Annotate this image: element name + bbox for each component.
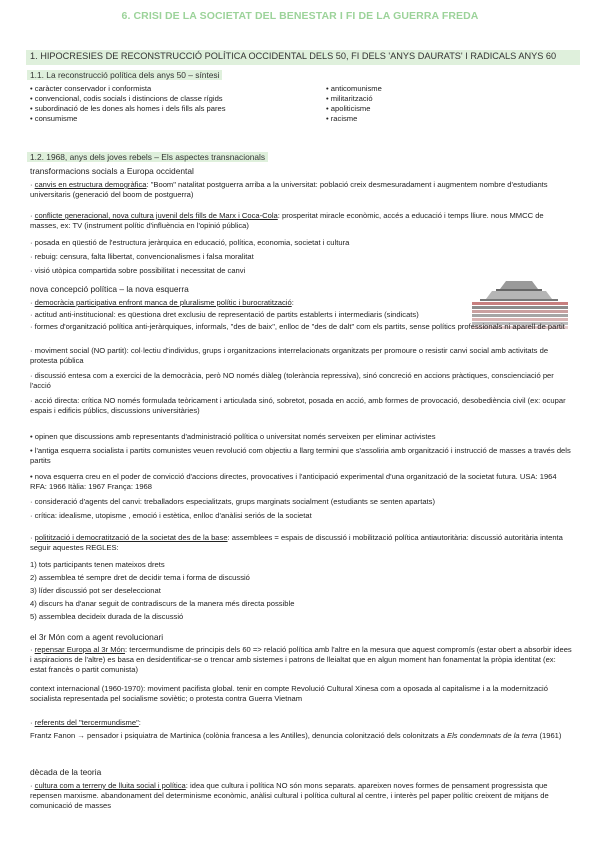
rule-item: 5) assemblea decideix durada de la discussió — [30, 612, 184, 621]
synthesis-right-item: • militarització — [326, 94, 373, 103]
underlined-term: politització i democratització de la societat des de la base — [34, 533, 228, 542]
paragraph: · repensar Europa al 3r Món: tercermundisme de principis dels 60 => relació política amb l'altre en la mesura que aquest compromís (estar obert a absorbir idees i aspiracions de l'altre) es basa en desidentificar-se o trencar amb sistemes i patrons de lleialtat que en algun moment han fonamentat la pròpia identitat (ex: estat francès o partit comunista) — [30, 645, 572, 674]
list-item: · visió utòpica compartida sobre possibilitat i necessitat de canvi — [30, 266, 246, 275]
underlined-term: conflicte generacional, nova cultura juvenil dels fills de Marx i Coca-Cola — [34, 211, 278, 220]
list-item: · consideració d'agents del canvi: treballadors especialitzats, grups marginats socialment (estudiants se senten apartats) — [30, 497, 435, 506]
underlined-term: democràcia participativa enfront manca de pluralisme polític i burocratització — [34, 298, 292, 307]
subsection-1-1-heading: 1.1. La reconstrucció política dels anys 50 – síntesi — [27, 70, 222, 80]
block-heading: el 3r Món com a agent revolucionari — [30, 632, 164, 642]
paragraph: Frantz Fanon → pensador i psiquiatra de Martinica (colònia francesa a les Antilles), denuncia colonització dels colonitzats a Els condemnats de la terra (1961) — [30, 731, 562, 740]
rule-item: 1) tots participants tenen mateixos drets — [30, 560, 165, 569]
paragraph: · cultura com a terreny de lluita social i política: idea que cultura i política NO són mons separats. apareixen noves formes de pensament progressista que repensen marxisme. abandonament del determinisme econòmic, anàlisi cultural i política cultural al centre, i interès pel paper polític creixent de mitjans de comunicació de masses — [30, 781, 549, 810]
paragraph: · democràcia participativa enfront manca de pluralisme polític i burocratització: — [30, 298, 294, 307]
synthesis-left-item: • caràcter conservador i conformista — [30, 84, 152, 93]
synthesis-right-item: • racisme — [326, 114, 358, 123]
paragraph: · conflicte generacional, nova cultura juvenil dels fills de Marx i Coca-Cola: prosperitat miracle econòmic, accés a educació i temps lliure. nous MMCC de masses, ex: TV (instrument polític d'influència en l'opinió pública) — [30, 211, 544, 230]
synthesis-left-item: • subordinació de les dones als homes i dels fills als pares — [30, 104, 226, 113]
subsection-1-2-heading: 1.2. 1968, anys dels joves rebels – Els aspectes transnacionals — [27, 152, 268, 162]
underlined-term: referents del "tercermundisme" — [34, 718, 139, 727]
list-item: · discussió entesa com a exercici de la democràcia, però NO només diàleg (tolerància repressiva), sinó concreció en accions pràctiques, conscienciació per l'acció — [30, 371, 554, 390]
synthesis-left-item: • convencional, codis socials i distincions de classe rígids — [30, 94, 223, 103]
rule-item: 3) líder discussió pot ser deseleccionat — [30, 586, 161, 595]
list-item: · rebuig: censura, falta llibertat, convencionalismes i falsa moralitat — [30, 252, 254, 261]
list-item: • l'antiga esquerra socialista i partits comunistes veuen revolució com objectiu a llarg termini que s'assoliria amb organització i instrucció de masses a través dels partits — [30, 446, 571, 465]
synthesis-right-item: • apoliticisme — [326, 104, 371, 113]
list-item: · acció directa: crítica NO només formulada teòricament i articulada sinó, sobretot, posada en acció, amb formes de provocació, desobediència civil (ex: ocupar espais i edificis públics, discussions universitàries) — [30, 396, 566, 415]
list-item: · actitud anti-institucional: es qüestiona dret exclusiu de representació de partits establerts i intermediaris (sindicats) — [30, 310, 419, 319]
section-1-heading: 1. HIPOCRESIES DE RECONSTRUCCIÓ POLÍTICA OCCIDENTAL DELS 50, FI DELS 'ANYS DAURATS' I RADICALS ANYS 60 — [30, 51, 557, 61]
rule-item: 2) assemblea té sempre dret de decidir tema i forma de discussió — [30, 573, 250, 582]
block-heading: transformacions socials a Europa occidental — [30, 166, 194, 176]
list-item: · formes d'organització política anti-jeràrquiques, informals, "des de baix", enlloc de "des de dalt" com els partits, sense polítics professionals ni aparell de partit — [30, 322, 565, 331]
book-title: Els condemnats de la terra — [447, 731, 538, 740]
rule-item: 4) discurs ha d'anar seguit de contradiscurs de la manera més directa possible — [30, 599, 295, 608]
list-item: · crítica: idealisme, utopisme , emoció i estètica, enlloc d'anàlisi seriós de la societat — [30, 511, 312, 520]
block-heading: dècada de la teoria — [30, 767, 102, 777]
paragraph: · referents del "tercermundisme": — [30, 718, 141, 727]
paragraph: · canvis en estructura demogràfica: "Boom" natalitat postguerra arriba a la universitat: població creix desmesuradament i augmentem nombre d'estudiants universitaris (generació del boom de postguerra) — [30, 180, 548, 199]
synthesis-left-item: • consumisme — [30, 114, 78, 123]
list-item: • opinen que discussions amb representants d'administració política o universitat només serveixen per eliminar activistes — [30, 432, 436, 441]
underlined-term: cultura com a terreny de lluita social i política — [34, 781, 186, 790]
underlined-term: canvis en estructura demogràfica — [34, 180, 147, 189]
synthesis-right-item: • anticomunisme — [326, 84, 382, 93]
block-heading: nova concepció política – la nova esquerra — [30, 284, 189, 294]
list-item: · moviment social (NO partit): col·lectiu d'individus, grups i organitzacions interrelacionats organitzats per promoure o resistir canvi social amb activitats de protesta pública — [30, 346, 549, 365]
list-item: · posada en qüestió de l'estructura jeràrquica en educació, política, economia, societat i cultura — [30, 238, 350, 247]
paragraph: context internacional (1960-1970): moviment pacifista global. tenir en compte Revolució Cultural Xinesa com a oposada al capitalisme i a la modernització socialista representada pel socialisme soviètic; o protesta contra Guerra Vietnam — [30, 684, 548, 703]
list-item: • nova esquerra creu en el poder de convicció d'accions directes, provocatives i l'anticipació experimental d'una organització de la societat futura. USA: 1964 RFA: 1966 Itàlia: 1967 França: 1968 — [30, 472, 557, 491]
underlined-term: repensar Europa al 3r Món — [34, 645, 125, 654]
document-title: 6. CRISI DE LA SOCIETAT DEL BENESTAR I FI DE LA GUERRA FREDA — [121, 10, 479, 22]
paragraph: · politització i democratització de la societat des de la base: assemblees = espais de discussió i mobilització política antiautoritària: discussió autoritària intenta seguir aquestes REGLES: — [30, 533, 563, 552]
